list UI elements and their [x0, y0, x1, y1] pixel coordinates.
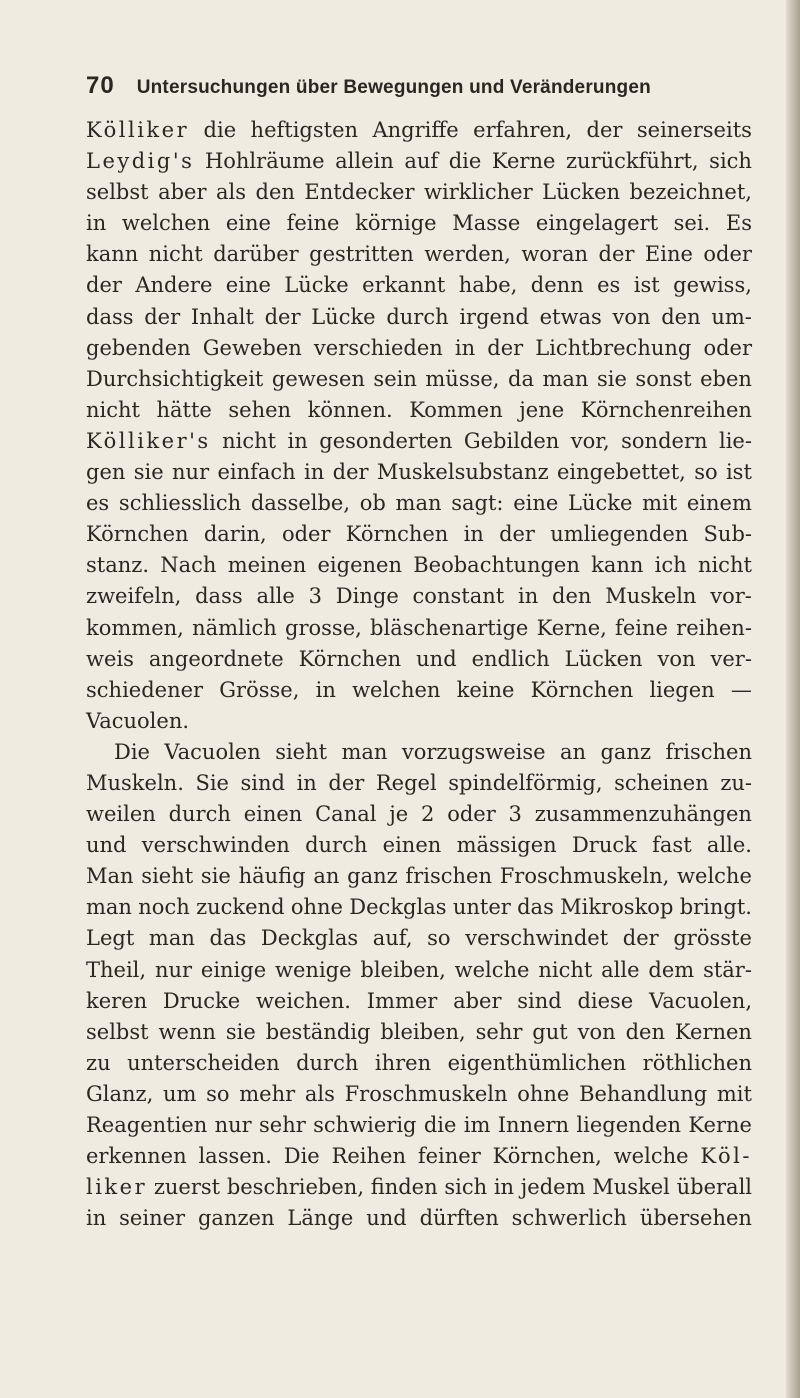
text-line: gen sie nur einfach in der Muskelsubstanz eingebettet, so ist: [86, 460, 752, 485]
body-text: [86, 115, 752, 1234]
text-line: Kölliker die heftigsten Angriffe erfahren, der seinerseits: [86, 118, 752, 142]
text-line: kommen, nämlich grosse, bläschenartige Kerne, feine reihen-: [86, 615, 752, 640]
text-line: weis angeordnete Körnchen und endlich Lücken von ver-: [86, 646, 752, 671]
text-line: stanz. Nach meinen eigenen Beobachtungen kann ich nicht: [86, 553, 752, 578]
text-line: gebenden Geweben verschieden in der Lichtbrechung oder: [86, 335, 752, 360]
text-line: man noch zuckend ohne Deckglas unter das Mikroskop bringt.: [86, 895, 752, 920]
text-line: Körnchen darin, oder Körnchen in der umliegenden Sub-: [86, 522, 752, 547]
page-edge: [786, 0, 800, 1398]
text-line: in seiner ganzen Länge und dürften schwerlich übersehen: [86, 1206, 752, 1231]
text-line: es schliesslich dasselbe, ob man sagt: eine Lücke mit einem: [86, 491, 752, 516]
text-line: kann nicht darüber gestritten werden, woran der Eine oder: [86, 242, 752, 267]
text-line: liker zuerst beschrieben, finden sich in jedem Muskel überall: [86, 1175, 752, 1200]
text-line: in welchen eine feine körnige Masse eingelagert sei. Es: [86, 211, 752, 236]
text-line: weilen durch einen Canal je 2 oder 3 zusammenzuhängen: [86, 802, 752, 827]
text-line: der Andere eine Lücke erkannt habe, denn es ist gewiss,: [86, 273, 752, 298]
text-line: Leydig's Hohlräume allein auf die Kerne zurückführt, sich: [86, 149, 752, 174]
page-number: 70: [86, 72, 115, 99]
text-line: selbst aber als den Entdecker wirklicher Lücken bezeichnet,: [86, 180, 752, 205]
text-line: zweifeln, dass alle 3 Dinge constant in den Muskeln vor-: [86, 584, 752, 609]
text-line: Glanz, um so mehr als Froschmuskeln ohne Behandlung mit: [86, 1081, 752, 1106]
text-line: dass der Inhalt der Lücke durch irgend etwas von den um-: [86, 304, 752, 329]
page-header: [86, 72, 706, 108]
text-line: Muskeln. Sie sind in der Regel spindelförmig, scheinen zu-: [86, 770, 752, 795]
text-line: schiedener Grösse, in welchen keine Körnchen liegen —: [86, 677, 752, 702]
text-line: selbst wenn sie beständig bleiben, sehr gut von den Kernen: [86, 1019, 752, 1044]
text-line: Man sieht sie häufig an ganz frischen Froschmuskeln, welche: [86, 864, 752, 889]
text-line: zu unterscheiden durch ihren eigenthümlichen röthlichen: [86, 1050, 752, 1075]
text-line: Kölliker's nicht in gesonderten Gebilden vor, sondern lie-: [86, 428, 752, 453]
text-line: Reagentien nur sehr schwierig die im Innern liegenden Kerne: [86, 1113, 752, 1137]
text-line: Vacuolen.: [86, 708, 190, 733]
text-line: Theil, nur einige wenige bleiben, welche nicht alle dem stär-: [86, 957, 752, 982]
text-line: keren Drucke weichen. Immer aber sind diese Vacuolen,: [86, 988, 752, 1013]
text-line: und verschwinden durch einen mässigen Druck fast alle.: [86, 833, 752, 858]
running-head: Untersuchungen über Bewegungen und Veränderungen: [136, 77, 651, 98]
text-line: erkennen lassen. Die Reihen feiner Körnchen, welche Köl-: [86, 1144, 752, 1169]
text-line: Die Vacuolen sieht man vorzugsweise an ganz frischen: [114, 739, 752, 764]
text-line: Durchsichtigkeit gewesen sein müsse, da man sie sonst eben: [86, 366, 752, 391]
text-line: Legt man das Deckglas auf, so verschwindet der grösste: [86, 926, 752, 951]
text-line: nicht hätte sehen können. Kommen jene Körnchenreihen: [86, 397, 752, 422]
